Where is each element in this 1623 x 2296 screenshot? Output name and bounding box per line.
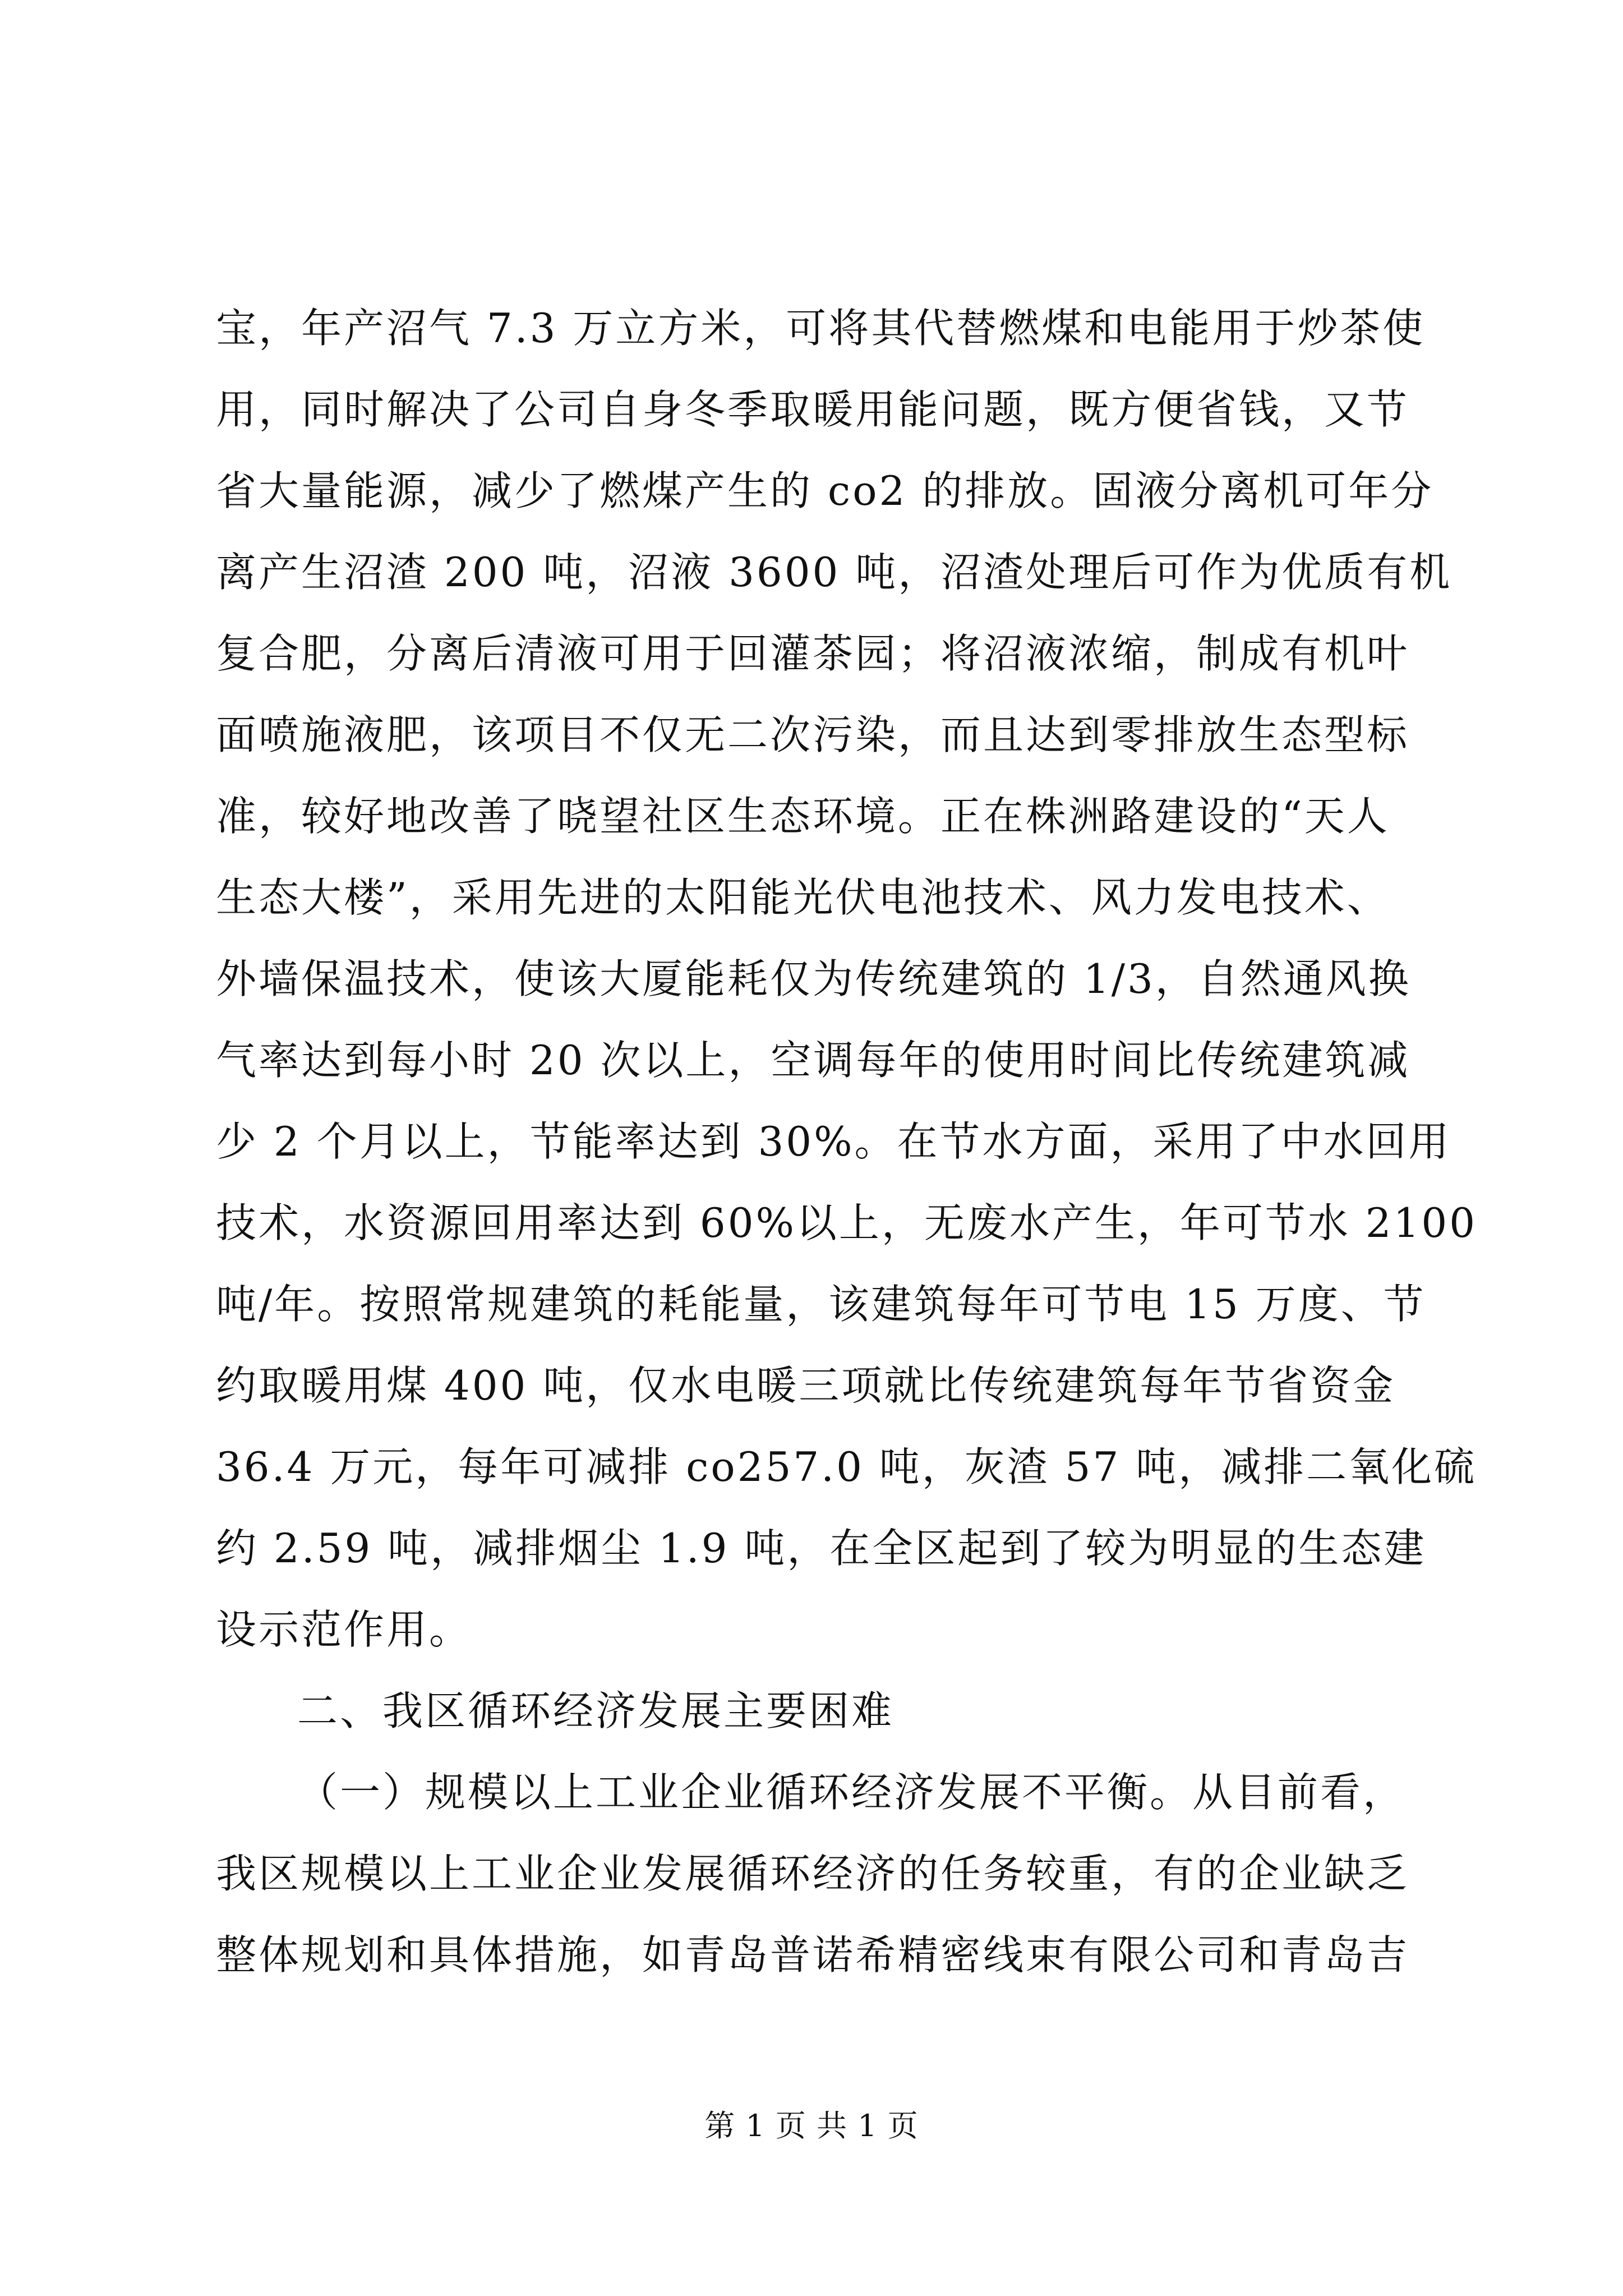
text-line: 技术，水资源回用率达到 60%以上，无废水产生，年可节水 2100 <box>216 1199 1478 1246</box>
text-line: 设示范作用。 <box>216 1606 472 1653</box>
text-line: 我区规模以上工业企业发展循环经济的任务较重，有的企业缺乏 <box>216 1850 1410 1897</box>
text-line: 宝，年产沼气 7.3 万立方米，可将其代替燃煤和电能用于炒茶使 <box>216 305 1426 352</box>
text-line: （一）规模以上工业企业循环经济发展不平衡。从目前看， <box>297 1769 1406 1816</box>
text-line: 准，较好地改善了晓望社区生态环境。正在株洲路建设的“天人 <box>216 793 1390 840</box>
section-heading: 二、我区循环经济发展主要困难 <box>297 1687 895 1734</box>
text-line: 生态大楼”，采用先进的太阳能光伏电池技术、风力发电技术、 <box>216 874 1390 921</box>
page-number-footer: 第 1 页 共 1 页 <box>704 2108 919 2143</box>
text-line: 气率达到每小时 20 次以上，空调每年的使用时间比传统建筑减 <box>216 1037 1410 1084</box>
text-line: 36.4 万元，每年可减排 co257.0 吨，灰渣 57 吨，减排二氧化硫 <box>216 1443 1477 1490</box>
text-line: 少 2 个月以上，节能率达到 30%。在节水方面，采用了中水回用 <box>216 1118 1451 1165</box>
text-line: 约取暖用煤 400 吨，仅水电暖三项就比传统建筑每年节省资金 <box>216 1362 1396 1409</box>
text-line: 吨/年。按照常规建筑的耗能量，该建筑每年可节电 15 万度、节 <box>216 1281 1426 1328</box>
text-line: 约 2.59 吨，减排烟尘 1.9 吨，在全区起到了较为明显的生态建 <box>216 1525 1427 1572</box>
text-line: 外墙保温技术，使该大厦能耗仅为传统建筑的 1/3，自然通风换 <box>216 955 1411 1002</box>
text-line: 用，同时解决了公司自身冬季取暖用能问题，既方便省钱，又节 <box>216 386 1410 433</box>
text-line: 整体规划和具体措施，如青岛普诺希精密线束有限公司和青岛吉 <box>216 1931 1410 1978</box>
text-line: 省大量能源，减少了燃煤产生的 co2 的排放。固液分离机可年分 <box>216 467 1434 514</box>
text-line: 复合肥，分离后清液可用于回灌茶园；将沼液浓缩，制成有机叶 <box>216 630 1410 677</box>
text-line: 离产生沼渣 200 吨，沼液 3600 吨，沼渣处理后可作为优质有机 <box>216 549 1453 596</box>
text-line: 面喷施液肥，该项目不仅无二次污染，而且达到零排放生态型标 <box>216 711 1410 758</box>
